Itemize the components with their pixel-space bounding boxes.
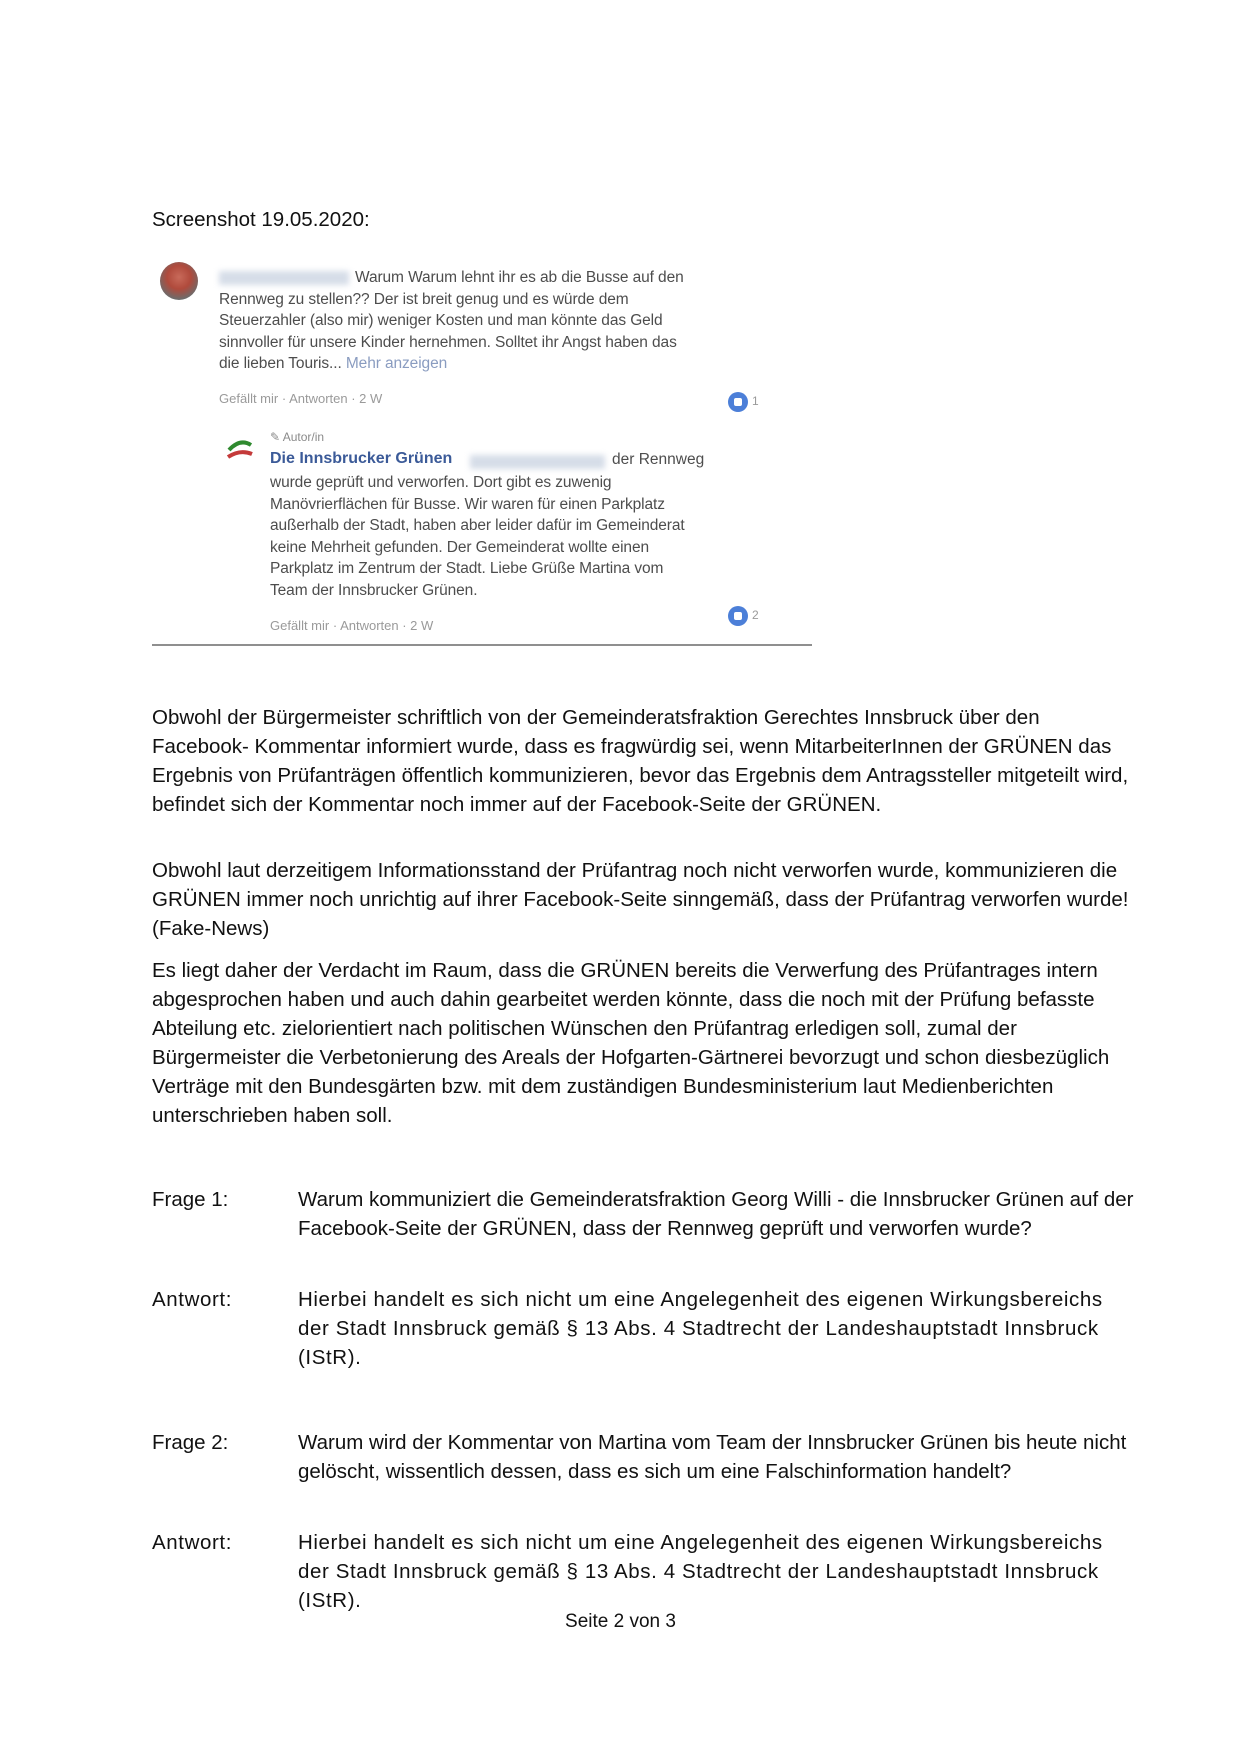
question-1-label: Frage 1: [152,1188,229,1211]
like-reaction-icon [728,606,748,626]
show-more-link: Mehr anzeigen [345,355,448,372]
gruene-logo-icon [226,436,254,462]
redacted-username [470,455,605,469]
paragraph: Obwohl laut derzeitigem Informationsstand der Prüfantrag noch nicht verworfen wurde, kommunizieren die GRÜNEN immer noch unrichtig auf ihrer Facebook-Seite sinngemäß, dass der Prüfantrag verworfen wurde! (Fake-News) [152,859,1129,940]
comment-1-text: Warum Warum lehnt ihr es ab die Busse auf den Rennweg zu stellen?? Der ist breit genug und es würde dem Steuerzahler (also mir) weniger Kosten und man könnte das Geld sinnvoller für unsere Kinder hernehmen. Solltet ihr Angst haben das die lieben Touris... Mehr anzeigen [219,269,684,372]
comment-1-meta: Gefällt mir · Antworten · 2 W [219,391,383,406]
user-avatar [160,262,198,300]
answer-2-label: Antwort: [152,1531,232,1554]
comment-2-text: wurde geprüft und verworfen. Dort gibt es zuwenig Manövrierflächen für Busse. Wir waren für einen Parkplatz außerhalb der Stadt, haben aber leider dafür im Gemeinderat keine Mehrheit gefunden. Der Gemeinderat wollte einen Parkplatz im Zentrum der Stadt. Liebe Grüße Martina vom Team der Innsbrucker Grünen. [270,474,685,599]
page-number: Seite 2 von 3 [565,1611,676,1632]
comment-2-reaction-count: 2 [752,608,759,622]
author-badge: ✎ Autor/in [270,430,325,444]
screenshot-bottom-divider [152,644,812,646]
question-2-label: Frage 2: [152,1431,229,1454]
comment-1-reaction-count: 1 [752,394,759,408]
paragraph: Obwohl der Bürgermeister schriftlich von der Gemeinderatsfraktion Gerechtes Innsbruck über den Facebook- Kommentar informiert wurde, dass es fragwürdig sei, wenn MitarbeiterInnen der GRÜNEN das Ergebnis von Prüfanträgen öffentlich kommunizieren, bevor das Ergebnis dem Antragssteller mitgeteilt wird, befindet sich der Kommentar noch immer auf der Facebook-Seite der GRÜNEN. [152,706,1129,816]
question-1-text: Warum kommuniziert die Gemeinderatsfraktion Georg Willi - die Innsbrucker Grünen auf der Facebook-Seite der GRÜNEN, dass der Rennweg geprüft und verworfen wurde? [298,1188,1134,1240]
answer-1-text: Hierbei handelt es sich nicht um eine Angelegenheit des eigenen Wirkungsbereichs der Stadt Innsbruck gemäß § 13 Abs. 4 Stadtrecht der Landeshauptstadt Innsbruck (IStR). [298,1288,1103,1369]
comment-2-meta: Gefällt mir · Antworten · 2 W [270,618,434,633]
answer-2-text: Hierbei handelt es sich nicht um eine Angelegenheit des eigenen Wirkungsbereichs der Stadt Innsbruck gemäß § 13 Abs. 4 Stadtrecht der Landeshauptstadt Innsbruck (IStR). [298,1531,1103,1612]
screenshot-caption: Screenshot 19.05.2020: [152,208,370,231]
question-2-text: Warum wird der Kommentar von Martina vom Team der Innsbrucker Grünen bis heute nicht gelöscht, wissentlich dessen, dass es sich um eine Falschinformation handelt? [298,1431,1127,1483]
facebook-comment-screenshot [152,250,812,650]
paragraph: Es liegt daher der Verdacht im Raum, dass die GRÜNEN bereits die Verwerfung des Prüfantrages intern abgesprochen haben und auch dahin gearbeitet werden könnte, dass die noch mit der Prüfung befasste Abteilung etc. zielorientiert nach politischen Wünschen den Prüfantrag erledigen soll, zumal der Bürgermeister die Verbetonierung des Areals der Hofgarten-Gärtnerei bevorzugt und schon diesbezüglich Verträge mit den Bundesgärten bzw. mit dem zuständigen Bundesministerium laut Medienberichten unterschrieben haben soll. [152,959,1110,1127]
comment-2-lead: der Rennweg [612,451,705,468]
answer-1-label: Antwort: [152,1288,232,1311]
like-reaction-icon [728,392,748,412]
redacted-username [219,271,349,285]
page-name: Die Innsbrucker Grünen [270,450,453,467]
